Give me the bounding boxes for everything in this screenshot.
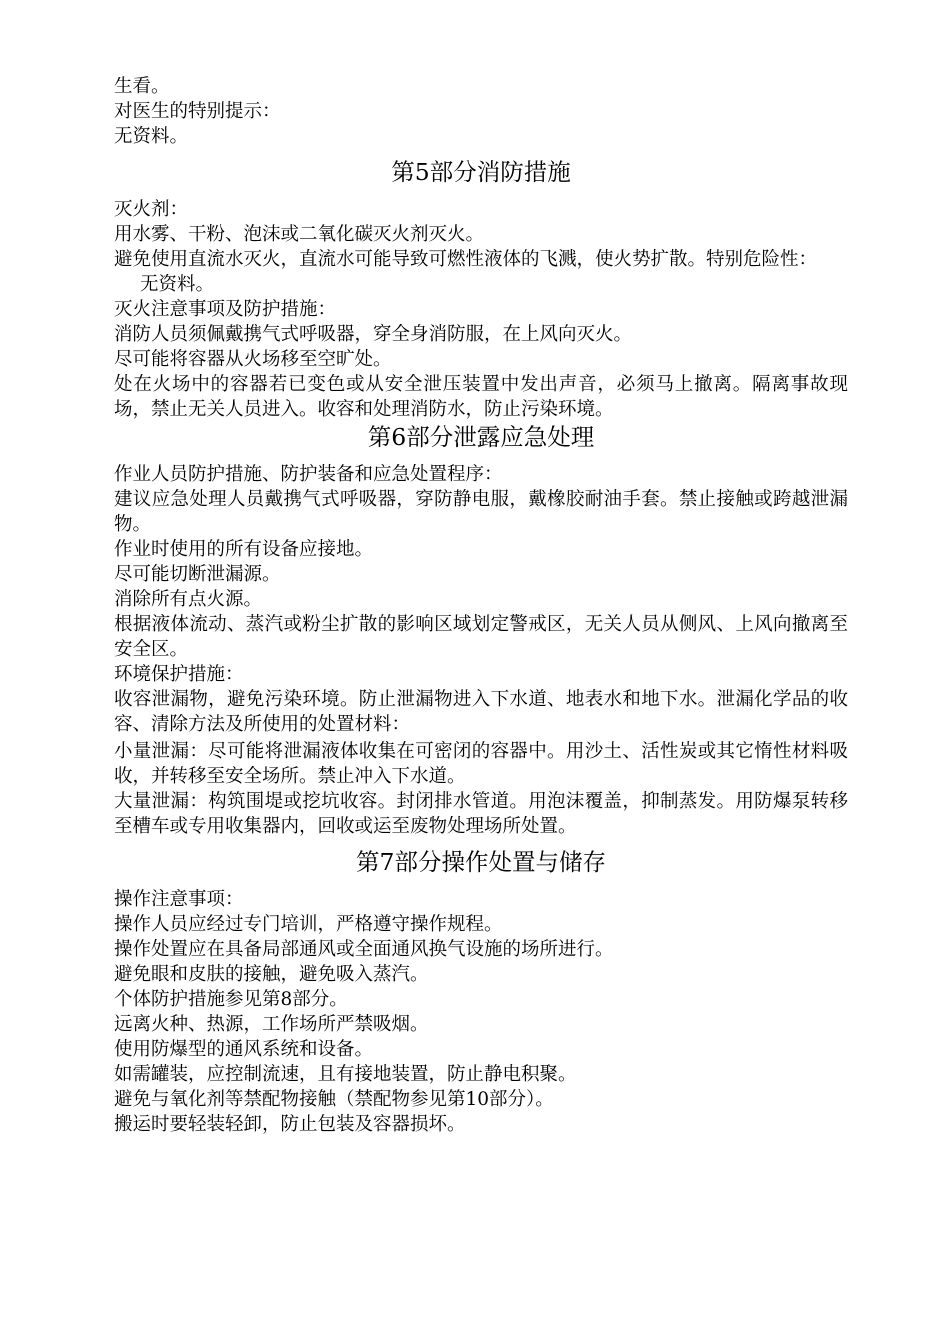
section-6-line: 环境保护措施： [114, 664, 244, 685]
section-6-line: 根据液体流动、蒸汽或粉尘扩散的影响区域划定警戒区，无关人员从侧风、上风向撤离至安全区。 [114, 614, 848, 660]
intro-line: 无资料。 [114, 126, 189, 147]
section-5-line: 无资料。 [140, 274, 215, 295]
section-7-line: 操作处置应在具备局部通风或全面通风换气设施的场所进行。 [114, 939, 614, 960]
document-body [114, 74, 848, 1137]
section-5-line: 灭火剂： [114, 199, 189, 220]
section-5-line: 灭火注意事项及防护措施： [114, 299, 337, 320]
section-7-line: 避免眼和皮肤的接触，避免吸入蒸汽。 [114, 964, 429, 985]
section-6-line: 尽可能切断泄漏源。 [114, 564, 281, 585]
section-6-line: 消除所有点火源。 [114, 589, 263, 610]
section-7-line: 如需罐装，应控制流速，且有接地装置，防止静电积聚。 [114, 1064, 577, 1085]
section-7-line: 个体防护措施参见第8部分。 [114, 989, 348, 1010]
section-5-line: 用水雾、干粉、泡沫或二氧化碳灭火剂灭火。 [114, 224, 485, 245]
section-7-line: 操作人员应经过专门培训，严格遵守操作规程。 [114, 914, 503, 935]
section-7-line: 避免与氧化剂等禁配物接触（禁配物参见第10部分）。 [114, 1089, 554, 1110]
intro-line: 生看。 [114, 76, 170, 97]
intro-line: 对医生的特别提示： [114, 101, 281, 122]
section-7-line: 使用防爆型的通风系统和设备。 [114, 1039, 374, 1060]
section-6-title: 第6部分泄露应急处理 [367, 423, 595, 451]
section-6-line: 大量泄漏：构筑围堤或挖坑收容。封闭排水管道。用泡沫覆盖，抑制蒸发。用防爆泵转移至槽车或专用收集器内，回收或运至废物处理场所处置。 [114, 791, 848, 837]
section-7-line: 搬运时要轻装轻卸，防止包装及容器损坏。 [114, 1114, 466, 1135]
section-7-line: 远离火种、热源，工作场所严禁吸烟。 [114, 1014, 429, 1035]
section-6-line: 小量泄漏：尽可能将泄漏液体收集在可密闭的容器中。用沙土、活性炭或其它惰性材料吸收，并转移至安全场所。禁止冲入下水道。 [114, 741, 848, 787]
section-7-title: 第7部分操作处置与储存 [356, 848, 606, 876]
section-6-line: 作业人员防护措施、防护装备和应急处置程序： [114, 464, 503, 485]
section-6-line: 建议应急处理人员戴携气式呼吸器，穿防静电服，戴橡胶耐油手套。禁止接触或跨越泄漏物。 [114, 489, 848, 535]
section-5-line: 消防人员须佩戴携气式呼吸器，穿全身消防服，在上风向灭火。 [114, 324, 633, 345]
section-5-title: 第5部分消防措施 [391, 158, 571, 186]
section-7-line: 操作注意事项： [114, 889, 244, 910]
section-5-line: 避免使用直流水灭火，直流水可能导致可燃性液体的飞溅，使火势扩散。特别危险性： [114, 249, 818, 270]
section-6-line: 作业时使用的所有设备应接地。 [114, 539, 374, 560]
section-6-line: 收容泄漏物，避免污染环境。防止泄漏物进入下水道、地表水和地下水。泄漏化学品的收容、清除方法及所使用的处置材料： [114, 689, 848, 735]
section-5-line: 尽可能将容器从火场移至空旷处。 [114, 349, 392, 370]
section-5-line: 处在火场中的容器若已变色或从安全泄压装置中发出声音，必须马上撤离。隔离事故现场，禁止无关人员进入。收容和处理消防水，防止污染环境。 [114, 374, 848, 420]
